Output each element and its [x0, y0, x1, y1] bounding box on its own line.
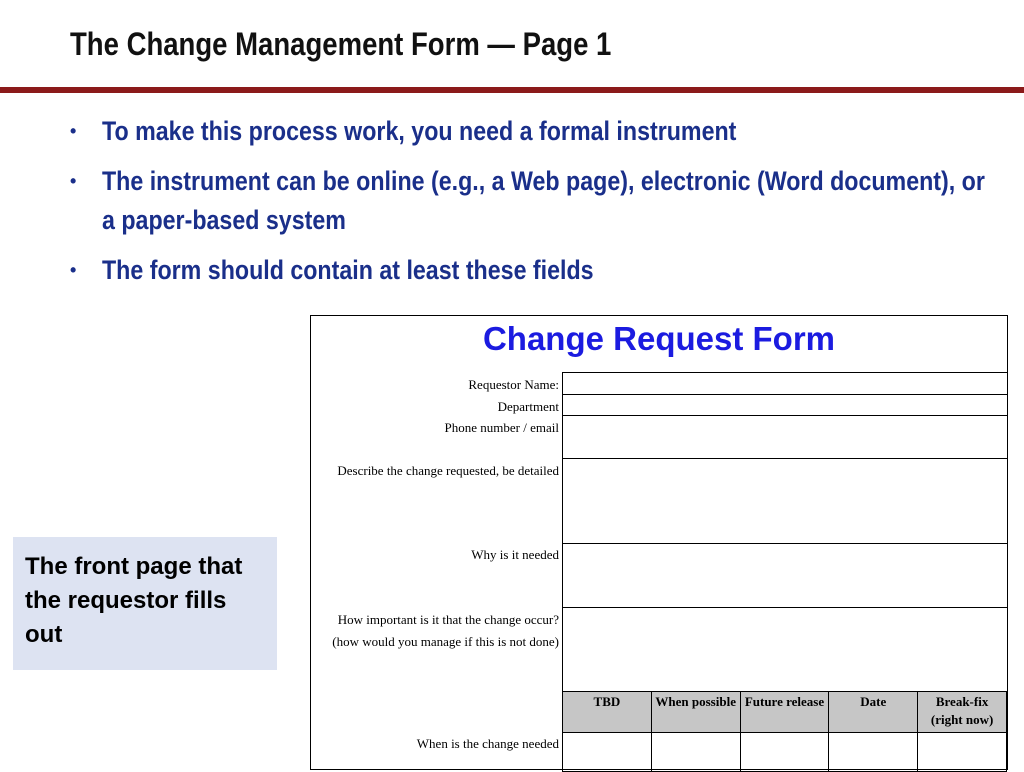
department-field[interactable] — [562, 394, 1007, 416]
callout-box — [13, 537, 277, 670]
why-needed-field[interactable] — [562, 543, 1007, 608]
timing-cell-break-fix[interactable] — [918, 733, 1007, 772]
bullet-icon: • — [70, 171, 77, 191]
bullet-item — [70, 162, 1020, 240]
bullet-text: The instrument can be online (e.g., a Web page), electronic (Word document), or a paper-based system — [102, 166, 985, 235]
importance-field[interactable] — [562, 607, 1007, 692]
bullet-item — [70, 251, 1020, 290]
timing-option-future-release: Future release — [740, 692, 829, 733]
title-divider — [0, 87, 1024, 93]
change-request-form — [310, 315, 1008, 770]
timing-cell-future-release[interactable] — [740, 733, 829, 772]
timing-option-date: Date — [829, 692, 918, 733]
bullet-text: To make this process work, you need a formal instrument — [102, 116, 737, 146]
bullet-icon: • — [70, 260, 77, 280]
change-description-field[interactable] — [562, 458, 1007, 544]
phone-email-field[interactable] — [562, 415, 1007, 459]
bullet-item — [70, 112, 1020, 151]
importance-label: How important is it that the change occur? (how would you manage if this is not done) — [332, 612, 559, 649]
department-label: Department — [497, 399, 559, 414]
form-title: Change Request Form — [482, 320, 836, 357]
timing-option-tbd: TBD — [563, 692, 652, 733]
when-needed-grid — [562, 691, 1007, 772]
timing-cell-date[interactable] — [829, 733, 918, 772]
why-needed-label: Why is it needed — [471, 547, 559, 562]
when-needed-label: When is the change needed — [416, 736, 559, 751]
requestor-name-label: Requestor Name: — [468, 377, 559, 392]
timing-cell-tbd[interactable] — [563, 733, 652, 772]
phone-email-label: Phone number / email — [444, 420, 559, 435]
requestor-name-field[interactable] — [562, 372, 1007, 395]
bullet-icon: • — [70, 121, 77, 141]
timing-option-when-possible: When possible — [651, 692, 740, 733]
bullet-text: The form should contain at least these fields — [102, 255, 594, 285]
timing-option-break-fix: Break-fix (right now) — [918, 692, 1007, 733]
change-description-label: Describe the change requested, be detailed — [337, 463, 559, 478]
slide-title: The Change Management Form — Page 1 — [70, 26, 612, 62]
callout-text: The front page that the requestor fills out — [25, 553, 243, 648]
bullet-list — [70, 112, 1020, 301]
timing-cell-when-possible[interactable] — [651, 733, 740, 772]
